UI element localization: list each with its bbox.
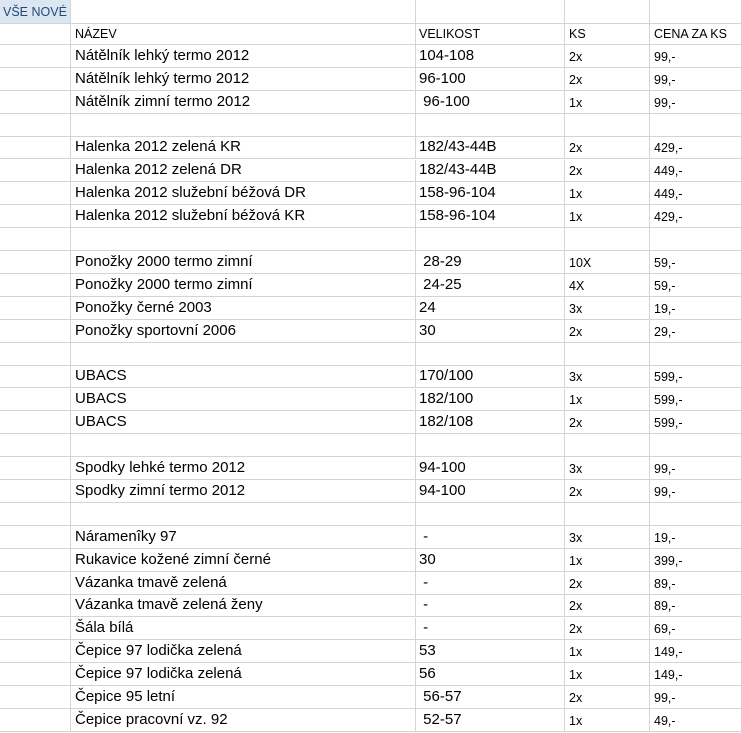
row-blank-cell[interactable]: [0, 343, 71, 365]
item-name: Halenka 2012 zelená KR: [75, 138, 241, 156]
item-qty: 1x: [569, 668, 583, 683]
table-row: [0, 480, 741, 503]
item-price-cell[interactable]: [650, 618, 741, 640]
table-row: [0, 343, 741, 366]
item-name-cell[interactable]: [71, 663, 416, 685]
item-size-cell[interactable]: [416, 503, 565, 525]
row-blank-cell[interactable]: [0, 137, 71, 159]
row-blank-cell[interactable]: [0, 274, 71, 296]
item-name-cell[interactable]: [71, 137, 416, 159]
table-row: [0, 366, 741, 389]
item-size-cell[interactable]: [416, 91, 565, 113]
item-size-cell[interactable]: [416, 526, 565, 548]
table-row: [0, 205, 741, 228]
item-qty: 1x: [569, 95, 583, 110]
item-qty: 2x: [569, 576, 583, 591]
item-size-cell[interactable]: [416, 709, 565, 731]
item-size: 182/43-44B: [419, 161, 497, 179]
item-name-cell[interactable]: [71, 618, 416, 640]
row-blank-cell[interactable]: [0, 320, 71, 342]
row-blank-cell[interactable]: [0, 45, 71, 67]
item-name: UBACS: [75, 390, 127, 408]
item-price: 49,-: [654, 713, 676, 728]
row-blank-cell[interactable]: [0, 251, 71, 273]
item-size: -: [419, 596, 429, 614]
item-price-cell[interactable]: [650, 45, 741, 67]
item-name: Halenka 2012 služební béžová DR: [75, 184, 306, 202]
item-price: 599,-: [654, 393, 683, 408]
item-price: 29,-: [654, 324, 676, 339]
item-size-cell[interactable]: [416, 182, 565, 204]
item-name: Rukavice kožené zimní černé: [75, 550, 271, 568]
item-size-cell[interactable]: [416, 549, 565, 571]
item-name: Náramenîky 97: [75, 527, 177, 545]
item-size-cell[interactable]: [416, 618, 565, 640]
item-name: Čepice 97 lodička zelená: [75, 642, 242, 660]
item-size-cell[interactable]: [416, 434, 565, 456]
table-row: [0, 114, 741, 137]
item-price-cell[interactable]: [650, 137, 741, 159]
row-blank-cell[interactable]: [0, 91, 71, 113]
item-qty: 3x: [569, 301, 583, 316]
item-size-cell[interactable]: [416, 640, 565, 662]
cell[interactable]: [565, 0, 650, 23]
table-row: [0, 68, 741, 91]
item-name-cell[interactable]: [71, 595, 416, 617]
row-blank-cell[interactable]: [0, 457, 71, 479]
item-size: 158-96-104: [419, 184, 496, 202]
item-size-cell[interactable]: [416, 686, 565, 708]
item-qty: 2x: [569, 599, 583, 614]
item-qty-cell[interactable]: [565, 114, 650, 136]
row-blank-cell[interactable]: [0, 228, 71, 250]
item-size-cell[interactable]: [416, 251, 565, 273]
item-price-cell[interactable]: [650, 686, 741, 708]
table-row: [0, 297, 741, 320]
item-name-cell[interactable]: [71, 91, 416, 113]
item-qty-cell[interactable]: [565, 274, 650, 296]
item-price-cell[interactable]: [650, 572, 741, 594]
item-qty: 1x: [569, 393, 583, 408]
item-price-cell[interactable]: [650, 503, 741, 525]
item-name: Čepice 95 letní: [75, 688, 176, 706]
row-blank-cell[interactable]: [0, 160, 71, 182]
item-price-cell[interactable]: [650, 320, 741, 342]
item-name-cell[interactable]: [71, 160, 416, 182]
item-name: Halenka 2012 zelená DR: [75, 161, 242, 179]
item-price-cell[interactable]: [650, 389, 741, 411]
item-price: 59,-: [654, 278, 676, 293]
item-price-cell[interactable]: [650, 114, 741, 136]
item-size: 182/100: [419, 390, 474, 408]
item-price: 149,-: [654, 668, 683, 683]
item-qty: 1x: [569, 187, 583, 202]
item-name: Nátělník lehký termo 2012: [75, 46, 250, 64]
table-row: [0, 137, 741, 160]
item-price: 99,-: [654, 462, 676, 477]
item-qty-cell[interactable]: [565, 434, 650, 456]
table-row: [0, 228, 741, 251]
item-qty: 3x: [569, 462, 583, 477]
item-name: Halenka 2012 služební béžová KR: [75, 207, 306, 225]
item-size: 182/108: [419, 413, 474, 431]
item-name: Vázanka tmavě zelená ženy: [75, 596, 263, 614]
item-name-cell[interactable]: [71, 297, 416, 319]
item-qty-cell[interactable]: [565, 343, 650, 365]
item-price-cell[interactable]: [650, 640, 741, 662]
table-row: [0, 709, 741, 732]
item-name: Šála bílá: [75, 619, 134, 637]
item-price: 449,-: [654, 187, 683, 202]
item-size: -: [419, 527, 429, 545]
item-price-cell[interactable]: [650, 205, 741, 227]
row-blank-cell[interactable]: [0, 640, 71, 662]
item-price: 19,-: [654, 301, 676, 316]
item-name-cell[interactable]: [71, 274, 416, 296]
item-size: 96-100: [419, 69, 466, 87]
item-size: 56: [419, 665, 436, 683]
item-size: -: [419, 619, 429, 637]
item-name: Čepice 97 lodička zelená: [75, 665, 242, 683]
item-size: 24: [419, 298, 436, 316]
item-size-cell[interactable]: [416, 68, 565, 90]
item-price: 99,-: [654, 95, 676, 110]
item-price-cell[interactable]: [650, 343, 741, 365]
item-size: 30: [419, 550, 436, 568]
table-row: [0, 160, 741, 183]
item-price: 99,-: [654, 691, 676, 706]
table-row: [0, 45, 741, 68]
item-price-cell[interactable]: [650, 457, 741, 479]
item-qty: 2x: [569, 622, 583, 637]
item-price-cell[interactable]: [650, 297, 741, 319]
item-price: 69,-: [654, 622, 676, 637]
row-blank-cell[interactable]: [0, 434, 71, 456]
item-size: 96-100: [419, 92, 470, 110]
item-qty: 2x: [569, 484, 583, 499]
item-size: 94-100: [419, 459, 466, 477]
item-qty: 2x: [569, 72, 583, 87]
item-name: Čepice pracovní vz. 92: [75, 710, 228, 728]
row-blank-cell[interactable]: [0, 366, 71, 388]
item-qty: 1x: [569, 210, 583, 225]
item-size-cell[interactable]: [416, 663, 565, 685]
header-name: NÁZEV: [75, 27, 117, 41]
item-size-cell[interactable]: [416, 320, 565, 342]
item-qty-cell[interactable]: [565, 663, 650, 685]
table-row: [0, 182, 741, 205]
header-qty: KS: [569, 27, 586, 41]
item-price: 429,-: [654, 141, 683, 156]
item-size-cell[interactable]: [416, 114, 565, 136]
item-qty-cell[interactable]: [565, 91, 650, 113]
item-qty-cell[interactable]: [565, 182, 650, 204]
item-qty-cell[interactable]: [565, 251, 650, 273]
item-price-cell[interactable]: [650, 411, 741, 433]
header-row: [0, 24, 741, 45]
header-name-cell[interactable]: [71, 24, 416, 44]
item-name-cell[interactable]: [71, 503, 416, 525]
item-name-cell[interactable]: [71, 572, 416, 594]
item-price: 99,-: [654, 72, 676, 87]
item-qty-cell[interactable]: [565, 68, 650, 90]
item-name-cell[interactable]: [71, 686, 416, 708]
item-price: 399,-: [654, 553, 683, 568]
table-row: [0, 595, 741, 618]
item-size: 170/100: [419, 367, 474, 385]
item-price-cell[interactable]: [650, 480, 741, 502]
item-name-cell[interactable]: [71, 251, 416, 273]
table-row: [0, 549, 741, 572]
item-price: 99,-: [654, 484, 676, 499]
item-price: 599,-: [654, 416, 683, 431]
item-name: Nátělník lehký termo 2012: [75, 69, 250, 87]
item-qty-cell[interactable]: [565, 709, 650, 731]
row-blank-cell[interactable]: [0, 618, 71, 640]
item-price-cell[interactable]: [650, 160, 741, 182]
item-qty-cell[interactable]: [565, 137, 650, 159]
cell[interactable]: [416, 0, 565, 23]
sheet-title: VŠE NOVÉ: [3, 5, 67, 19]
item-name-cell[interactable]: [71, 640, 416, 662]
item-qty-cell[interactable]: [565, 457, 650, 479]
item-size: 104-108: [419, 46, 475, 64]
row-blank-cell[interactable]: [0, 572, 71, 594]
item-name-cell[interactable]: [71, 526, 416, 548]
item-size-cell[interactable]: [416, 457, 565, 479]
item-price-cell[interactable]: [650, 182, 741, 204]
cell[interactable]: [0, 24, 71, 44]
row-blank-cell[interactable]: [0, 389, 71, 411]
row-blank-cell[interactable]: [0, 480, 71, 502]
item-price-cell[interactable]: [650, 709, 741, 731]
row-blank-cell[interactable]: [0, 595, 71, 617]
item-price: 89,-: [654, 599, 676, 614]
row-blank-cell[interactable]: [0, 503, 71, 525]
item-price-cell[interactable]: [650, 549, 741, 571]
item-price: 99,-: [654, 49, 676, 64]
item-qty-cell[interactable]: [565, 640, 650, 662]
item-size-cell[interactable]: [416, 572, 565, 594]
item-price: 599,-: [654, 370, 683, 385]
item-size: 94-100: [419, 481, 466, 499]
item-name-cell[interactable]: [71, 480, 416, 502]
item-price: 149,-: [654, 645, 683, 660]
row-blank-cell[interactable]: [0, 709, 71, 731]
row-blank-cell[interactable]: [0, 205, 71, 227]
header-size: VELIKOST: [419, 27, 481, 41]
item-price-cell[interactable]: [650, 526, 741, 548]
item-size: 24-25: [419, 275, 462, 293]
table-row: [0, 411, 741, 434]
item-qty: 2x: [569, 141, 583, 156]
item-size: 30: [419, 321, 436, 339]
item-name-cell[interactable]: [71, 182, 416, 204]
item-qty: 1x: [569, 553, 583, 568]
row-blank-cell[interactable]: [0, 411, 71, 433]
row-blank-cell[interactable]: [0, 182, 71, 204]
item-name: Spodky lehké termo 2012: [75, 459, 246, 477]
item-size-cell[interactable]: [416, 366, 565, 388]
table-row: [0, 640, 741, 663]
item-name: Spodky zimní termo 2012: [75, 481, 246, 499]
item-price-cell[interactable]: [650, 366, 741, 388]
item-size-cell[interactable]: [416, 160, 565, 182]
row-blank-cell[interactable]: [0, 114, 71, 136]
item-name-cell[interactable]: [71, 228, 416, 250]
row-blank-cell[interactable]: [0, 663, 71, 685]
item-qty: 3x: [569, 530, 583, 545]
item-name-cell[interactable]: [71, 45, 416, 67]
item-qty-cell[interactable]: [565, 549, 650, 571]
item-size-cell[interactable]: [416, 411, 565, 433]
cell[interactable]: [650, 0, 741, 23]
table-row: [0, 274, 741, 297]
item-size: 52-57: [419, 710, 462, 728]
item-name-cell[interactable]: [71, 411, 416, 433]
table-row: [0, 320, 741, 343]
item-price-cell[interactable]: [650, 434, 741, 456]
item-size-cell[interactable]: [416, 274, 565, 296]
header-size-cell[interactable]: [416, 24, 565, 44]
item-price: 89,-: [654, 576, 676, 591]
item-size-cell[interactable]: [416, 343, 565, 365]
item-price: 449,-: [654, 164, 683, 179]
item-size: -: [419, 573, 429, 591]
table-row: [0, 251, 741, 274]
item-qty-cell[interactable]: [565, 366, 650, 388]
item-name: Ponožky 2000 termo zimní: [75, 275, 253, 293]
row-blank-cell[interactable]: [0, 297, 71, 319]
row-blank-cell[interactable]: [0, 526, 71, 548]
item-qty-cell[interactable]: [565, 320, 650, 342]
item-qty: 2x: [569, 416, 583, 431]
item-qty-cell[interactable]: [565, 618, 650, 640]
table-row: [0, 686, 741, 709]
item-qty: 1x: [569, 713, 583, 728]
item-name-cell[interactable]: [71, 68, 416, 90]
item-size-cell[interactable]: [416, 595, 565, 617]
item-qty-cell[interactable]: [565, 228, 650, 250]
item-size-cell[interactable]: [416, 228, 565, 250]
table-row: [0, 389, 741, 412]
item-qty: 4X: [569, 278, 585, 293]
item-size-cell[interactable]: [416, 389, 565, 411]
item-qty-cell[interactable]: [565, 411, 650, 433]
item-qty-cell[interactable]: [565, 526, 650, 548]
item-name-cell[interactable]: [71, 709, 416, 731]
row-blank-cell[interactable]: [0, 549, 71, 571]
item-size-cell[interactable]: [416, 137, 565, 159]
item-qty: 1x: [569, 645, 583, 660]
item-qty-cell[interactable]: [565, 160, 650, 182]
item-size: 158-96-104: [419, 207, 496, 225]
item-name-cell[interactable]: [71, 549, 416, 571]
item-price-cell[interactable]: [650, 595, 741, 617]
item-qty: 3x: [569, 370, 583, 385]
item-price-cell[interactable]: [650, 663, 741, 685]
item-name: Ponožky 2000 termo zimní: [75, 252, 253, 270]
item-qty-cell[interactable]: [565, 686, 650, 708]
cell[interactable]: [71, 0, 416, 23]
item-qty: 2x: [569, 164, 583, 179]
table-row: [0, 503, 741, 526]
item-qty-cell[interactable]: [565, 389, 650, 411]
item-size-cell[interactable]: [416, 45, 565, 67]
item-name: Vázanka tmavě zelená: [75, 573, 227, 591]
row-blank-cell[interactable]: [0, 68, 71, 90]
item-qty: 2x: [569, 324, 583, 339]
item-name-cell[interactable]: [71, 343, 416, 365]
title-row: [0, 0, 741, 24]
item-qty-cell[interactable]: [565, 480, 650, 502]
item-name: UBACS: [75, 413, 127, 431]
item-price-cell[interactable]: [650, 274, 741, 296]
item-name-cell[interactable]: [71, 434, 416, 456]
item-price-cell[interactable]: [650, 68, 741, 90]
item-name-cell[interactable]: [71, 366, 416, 388]
item-qty-cell[interactable]: [565, 503, 650, 525]
item-qty-cell[interactable]: [565, 297, 650, 319]
item-price: 19,-: [654, 530, 676, 545]
item-size-cell[interactable]: [416, 205, 565, 227]
item-name-cell[interactable]: [71, 389, 416, 411]
table-row: [0, 663, 741, 686]
item-size: 53: [419, 642, 436, 660]
item-price-cell[interactable]: [650, 251, 741, 273]
item-qty: 10X: [569, 255, 592, 270]
header-price: CENA ZA KS: [654, 27, 727, 41]
item-size: 182/43-44B: [419, 138, 497, 156]
table-row: [0, 91, 741, 114]
item-qty-cell[interactable]: [565, 205, 650, 227]
item-qty-cell[interactable]: [565, 45, 650, 67]
row-blank-cell[interactable]: [0, 686, 71, 708]
item-name: Nátělník zimní termo 2012: [75, 92, 251, 110]
table-row: [0, 434, 741, 457]
title-cell[interactable]: [0, 0, 71, 23]
header-price-cell[interactable]: [650, 24, 741, 44]
item-price-cell[interactable]: [650, 91, 741, 113]
item-size: 56-57: [419, 688, 462, 706]
item-size-cell[interactable]: [416, 297, 565, 319]
item-qty-cell[interactable]: [565, 595, 650, 617]
item-price: 59,-: [654, 255, 676, 270]
item-name: Ponožky sportovní 2006: [75, 321, 236, 339]
item-price-cell[interactable]: [650, 228, 741, 250]
item-size-cell[interactable]: [416, 480, 565, 502]
item-name-cell[interactable]: [71, 457, 416, 479]
item-size: 28-29: [419, 252, 462, 270]
item-name: Ponožky černé 2003: [75, 298, 212, 316]
item-qty-cell[interactable]: [565, 572, 650, 594]
item-qty: 2x: [569, 49, 583, 64]
item-name-cell[interactable]: [71, 114, 416, 136]
table-row: [0, 526, 741, 549]
header-qty-cell[interactable]: [565, 24, 650, 44]
item-name: UBACS: [75, 367, 127, 385]
item-qty: 2x: [569, 691, 583, 706]
item-name-cell[interactable]: [71, 205, 416, 227]
table-row: [0, 618, 741, 641]
item-price: 429,-: [654, 210, 683, 225]
table-row: [0, 572, 741, 595]
item-name-cell[interactable]: [71, 320, 416, 342]
table-row: [0, 457, 741, 480]
